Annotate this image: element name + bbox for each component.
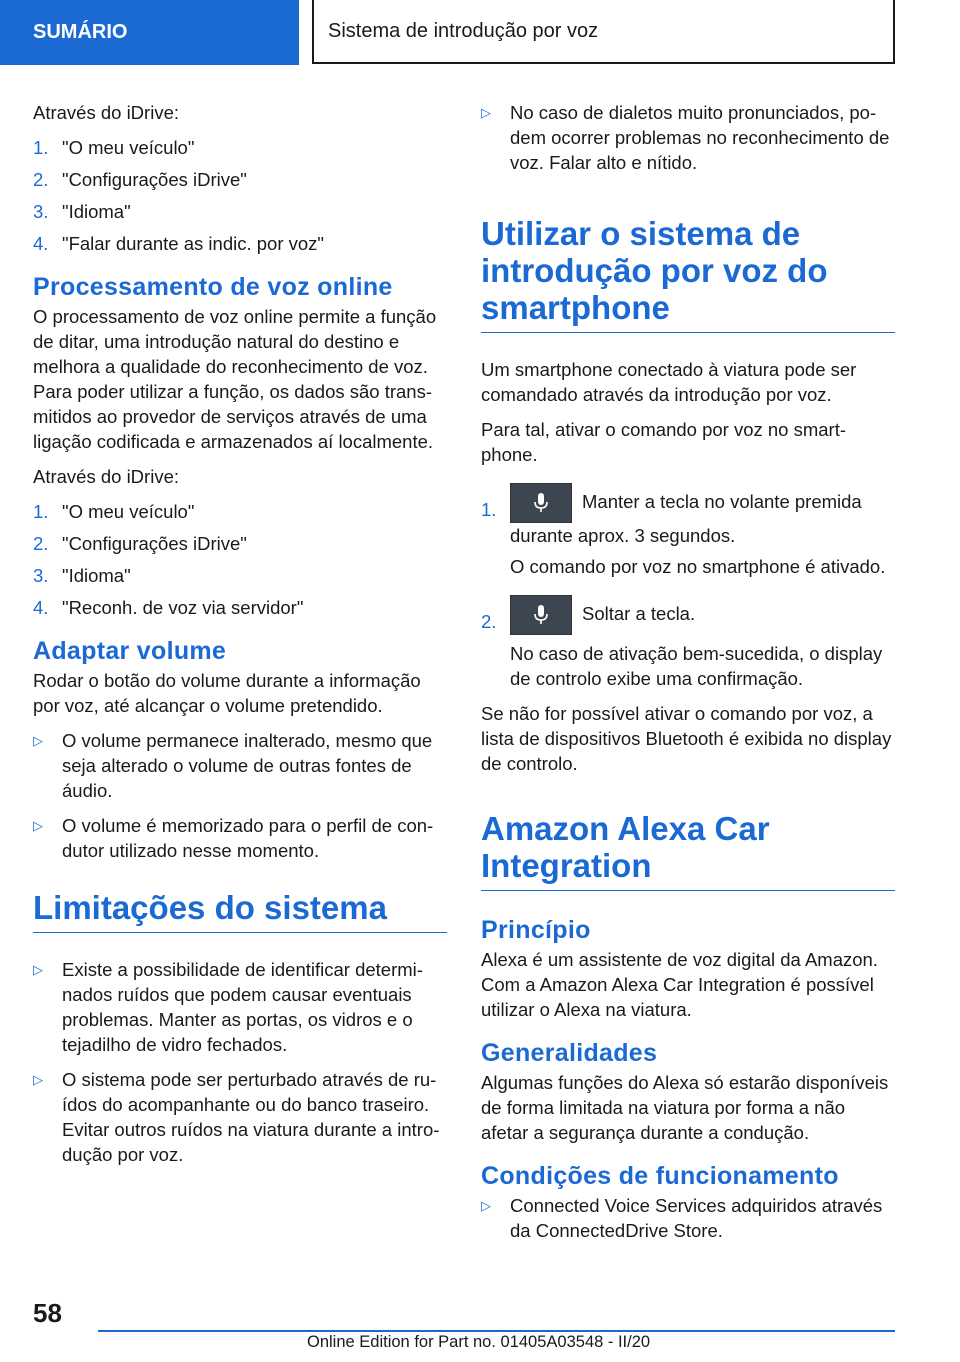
voice-button-icon (510, 483, 572, 523)
bullet-item: ▷ O volume é memorizado para o perfil de condutor utilizado nesse momento. (33, 815, 434, 861)
list-item: 3. "Idioma" (33, 565, 131, 586)
triangle-bullet-icon: ▷ (481, 105, 491, 120)
paragraph: Um smartphone conectado à viatura pode ser comandado através da introdução por voz. (481, 359, 857, 405)
bullet-item: ▷ Existe a possibilidade de identificar determinados ruídos que podem causar eventuais problemas. Manter as portas, os vidros e o tejadilho de vidro fechados. (33, 959, 423, 1055)
heading-alexa: Amazon Alexa Car Integration (481, 810, 895, 891)
triangle-bullet-icon: ▷ (481, 1198, 491, 1213)
list-item: 2. "Configurações iDrive" (33, 533, 247, 554)
heading-general: Generalidades (481, 1039, 658, 1067)
paragraph: Se não for possível ativar o comando por voz, a lista de dispositivos Bluetooth é exibida no display de controlo. (481, 703, 892, 774)
intro-text: Através do iDrive: (33, 466, 179, 487)
page-number: 58 (33, 1298, 62, 1328)
footer-divider (98, 1330, 895, 1332)
heading-principle: Princípio (481, 916, 591, 944)
list-item: 1. "O meu veículo" (33, 501, 195, 522)
paragraph: Para tal, ativar o comando por voz no smartphone. (481, 419, 847, 465)
step-result: No caso de ativação bem-sucedida, o display de controlo exibe uma confirmação. (510, 643, 883, 689)
step-item: 1. Manter a tecla no volante premida durante aprox. 3 segundos. (481, 483, 895, 548)
list-item: 4. "Falar durante as indic. por voz" (33, 233, 324, 254)
paragraph: Rodar o botão do volume durante a informação por voz, até alcançar o volume pretendido. (33, 670, 421, 716)
footer-edition: Online Edition for Part no. 01405A03548 - II/20 (307, 1333, 651, 1351)
intro-text: Através do iDrive: (33, 102, 179, 123)
heading-conditions: Condições de funcionamento (481, 1162, 839, 1190)
paragraph: Algumas funções do Alexa só estarão disponíveis de forma limitada na viatura por forma a não afetar a segurança durante a condução. (481, 1072, 889, 1143)
paragraph: O processamento de voz online permite a função de ditar, uma introdução natural do destino e melhora a qualidade do reconhecimento de voz. Para poder utilizar a função, os dados são transmitidos ao provedor de serviços através de uma ligação codificada e armazenados aí localmente. (33, 306, 437, 452)
list-item: 2. "Configurações iDrive" (33, 169, 247, 190)
right-column (481, 100, 895, 1253)
voice-button-icon (510, 595, 572, 635)
triangle-bullet-icon: ▷ (33, 962, 43, 977)
list-item: 3. "Idioma" (33, 201, 131, 222)
idrive-list-1 (33, 135, 447, 256)
heading-adjust-volume: Adaptar volume (33, 637, 227, 665)
heading-smartphone-voice: Utilizar o sistema de introdução por voz do smartphone (481, 215, 895, 333)
triangle-bullet-icon: ▷ (33, 733, 43, 748)
heading-system-limits: Limitações do sistema (33, 889, 447, 933)
triangle-bullet-icon: ▷ (33, 818, 43, 833)
list-item: 4. "Reconh. de voz via servidor" (33, 597, 304, 618)
sumario-tab[interactable]: SUMÁRIO (0, 0, 299, 65)
section-title: Sistema de introdução por voz (312, 0, 895, 64)
bullet-item: ▷ No caso de dialetos muito pronunciados, podem ocorrer problemas no reconhecimento de voz. Falar alto e nítido. (481, 102, 890, 173)
paragraph: Alexa é um assistente de voz digital da Amazon. Com a Amazon Alexa Car Integration é possível utilizar o Alexa na viatura. (481, 949, 878, 1020)
heading-online-processing: Processamento de voz online (33, 273, 393, 301)
list-item: 1. "O meu veículo" (33, 137, 195, 158)
step-item: 2. Soltar a tecla. (481, 595, 895, 635)
idrive-list-2 (33, 499, 447, 620)
step-result: O comando por voz no smartphone é ativado. (510, 556, 886, 577)
bullet-item: ▷ O sistema pode ser perturbado através de ruídos do acompanhante ou do banco traseiro. Evitar outros ruídos na viatura durante a introdução por voz. (33, 1069, 440, 1165)
left-column (33, 100, 447, 1177)
bullet-item: ▷ Connected Voice Services adquiridos através da ConnectedDrive Store. (481, 1195, 883, 1241)
triangle-bullet-icon: ▷ (33, 1072, 43, 1087)
bullet-item: ▷ O volume permanece inalterado, mesmo que seja alterado o volume de outras fontes de áudio. (33, 730, 433, 801)
